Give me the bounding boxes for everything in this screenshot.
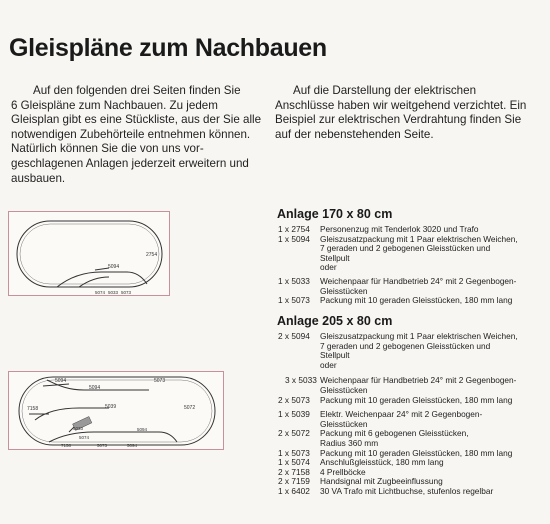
intro-line: geschlagenen Anlagen jederzeit erweitern und — [11, 156, 249, 170]
item-line: 30 VA Trafo mit Lichtbuchse, stufenlos regelbar — [320, 485, 494, 496]
item-line: Gleisstücken — [320, 285, 368, 296]
item-line: Stellpult — [320, 252, 350, 263]
item-line: Weichenpaar für Handbetrieb 24° mit 2 Gegenbogen- — [320, 375, 517, 386]
item-line: Handsignal mit Zugbeeinflussung — [320, 476, 443, 487]
intro-text-left — [11, 84, 262, 186]
track-plan-drawing — [9, 212, 171, 297]
item-description — [320, 277, 545, 296]
intro-line: ausbauen. — [11, 171, 66, 185]
item-line: Packung mit 6 gebogenen Gleisstücken, — [320, 428, 469, 439]
intro-line: Auf den folgenden drei Seiten finden Sie — [33, 84, 241, 97]
track-label: 5094 — [137, 427, 148, 432]
list-item — [277, 296, 545, 306]
track-label: 5094 — [89, 385, 101, 391]
item-line: Anschlußgleisstück, 180 mm lang — [320, 457, 444, 468]
item-quantity: 1 x 5033 — [278, 275, 310, 286]
item-line: Packung mit 10 geraden Gleisstücken, 180 mm lang — [320, 394, 513, 405]
track-label: 5094 — [127, 443, 138, 448]
item-line: Weichenpaar für Handbetrieb 24° mit 2 Gegenbogen- — [320, 275, 517, 286]
track-label: 5072 — [184, 405, 196, 411]
item-line: Packung mit 10 geraden Gleisstücken, 180 mm lang — [320, 447, 513, 458]
item-quantity: 3 x 5033 — [285, 375, 317, 386]
track-label: 5073 — [154, 378, 166, 384]
track-label: 5033 — [73, 426, 84, 431]
track-label: 7158 — [27, 406, 39, 412]
track-label: 5094 — [55, 378, 67, 384]
track-plan-170x80 — [8, 211, 170, 296]
intro-line: notwendigen Zubehörteile entnehmen können. — [11, 127, 251, 141]
intro-line: Gleisplan gibt es eine Stückliste, aus der Sie alle — [11, 113, 262, 127]
item-line: Personenzug mit Tenderlok 3020 und Trafo — [320, 224, 479, 234]
parts-list-170x80 — [277, 207, 545, 306]
item-quantity: 1 x 2754 — [278, 224, 310, 234]
item-line: Gleiszusatzpackung mit 1 Paar elektrischen Weichen, — [320, 331, 518, 341]
item-quantity: 2 x 5072 — [278, 428, 310, 439]
intro-line: Anschlüsse haben wir weitgehend verzichtet. Ein — [275, 98, 527, 112]
item-quantity: 2 x 7158 — [278, 466, 310, 477]
item-description — [320, 235, 545, 273]
track-label: 7158 — [61, 443, 72, 448]
item-line: Gleisstücken — [320, 384, 368, 395]
item-quantity: 2 x 7159 — [278, 476, 310, 487]
item-line: Gleisstücken — [320, 418, 368, 429]
item-quantity: 1 x 5073 — [278, 295, 310, 306]
track-label: 5039 — [105, 404, 117, 410]
track-plan-205x80 — [8, 371, 224, 450]
item-line: Stellpult — [320, 350, 350, 361]
item-line: Elektr. Weichenpaar 24° mit 2 Gegenbogen- — [320, 409, 483, 420]
item-quantity: 1 x 5074 — [278, 457, 310, 468]
item-description — [320, 487, 545, 497]
intro-text-right — [275, 84, 535, 142]
list-item — [277, 332, 545, 370]
item-line: 7 geraden und 2 gebogenen Gleisstücken und — [320, 243, 491, 254]
item-line: Packung mit 10 geraden Gleisstücken, 180 mm lang — [320, 295, 513, 306]
item-quantity: 1 x 5094 — [278, 233, 310, 244]
item-description — [320, 376, 545, 395]
list-item — [277, 277, 545, 296]
item-line: oder — [320, 359, 337, 370]
item-line: oder — [320, 262, 337, 273]
list-item — [277, 376, 545, 395]
intro-line: 6 Gleispläne zum Nachbauen. Zu jedem — [11, 98, 218, 112]
item-description — [320, 429, 545, 448]
item-quantity: 2 x 5094 — [278, 331, 310, 341]
item-quantity: 1 x 6402 — [278, 485, 310, 496]
item-line: Gleiszusatzpackung mit 1 Paar elektrischen Weichen, — [320, 233, 518, 244]
list-item — [277, 410, 545, 429]
intro-line: auf der nebenstehenden Seite. — [275, 127, 434, 141]
item-description — [320, 396, 545, 406]
item-description — [320, 296, 545, 306]
intro-line: Natürlich können Sie die von uns vor- — [11, 142, 204, 156]
list-item — [277, 396, 545, 406]
intro-line: Auf die Darstellung der elektrischen — [293, 84, 477, 97]
list-item — [277, 235, 545, 273]
item-line: Radius 360 mm — [320, 437, 379, 448]
item-quantity: 2 x 5073 — [278, 394, 310, 405]
list-item — [277, 458, 545, 468]
track-label: 5073 — [97, 443, 108, 448]
track-label: 5033 — [108, 290, 119, 295]
section-heading: Anlage 205 x 80 cm — [277, 314, 393, 328]
item-line: 4 Prellböcke — [320, 466, 366, 477]
item-quantity: 1 x 5039 — [278, 409, 310, 420]
item-line: 7 geraden und 2 gebogenen Gleisstücken und — [320, 340, 491, 351]
item-description — [320, 332, 545, 370]
track-label: 5094 — [108, 264, 120, 270]
track-label: 2754 — [146, 252, 158, 258]
item-description — [320, 410, 545, 429]
list-item — [277, 429, 545, 448]
section-heading: Anlage 170 x 80 cm — [277, 207, 393, 221]
track-label: 5073 — [121, 290, 132, 295]
track-label: 5074 — [95, 290, 106, 295]
intro-line: Beispiel zur elektrischen Verdrahtung finden Sie — [275, 113, 522, 127]
track-plan-drawing — [9, 372, 225, 451]
parts-list-205x80 — [277, 314, 545, 497]
track-label: 5074 — [79, 435, 90, 440]
item-quantity: 1 x 5073 — [278, 447, 310, 458]
list-item — [277, 487, 545, 497]
page-title: Gleispläne zum Nachbauen — [9, 34, 327, 62]
